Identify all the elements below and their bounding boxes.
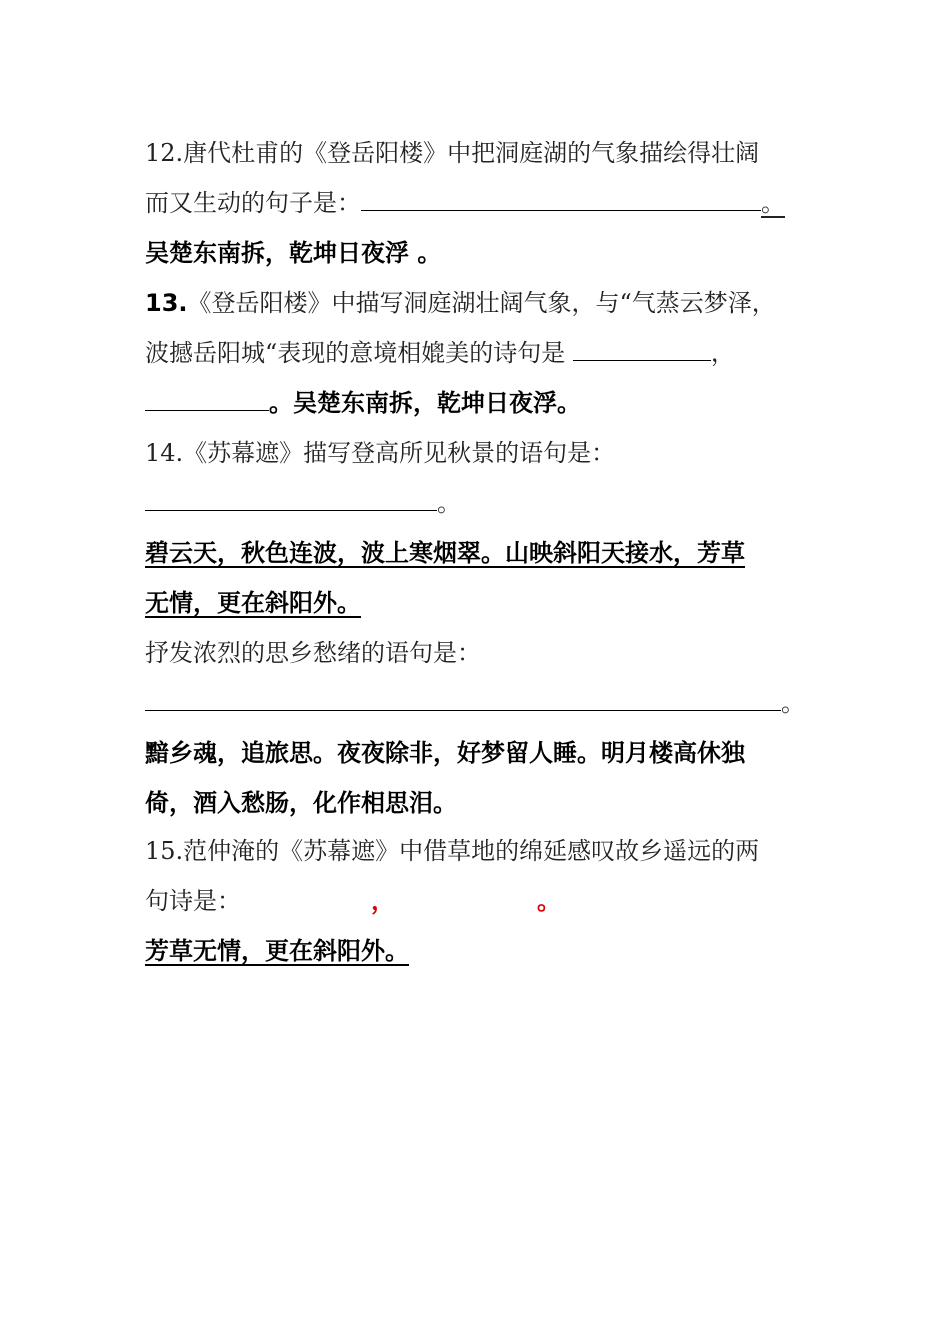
q13-blank-1 bbox=[573, 336, 711, 361]
q15-red-comma: ， bbox=[371, 886, 395, 915]
q12-answer: 吴楚东南拆，乾坤日夜浮 。 bbox=[145, 239, 442, 267]
q13-prompt: 波撼岳阳城“表现的意境相媲美的诗句是 bbox=[145, 339, 573, 367]
q12-line2 bbox=[145, 186, 815, 220]
q12-blank bbox=[361, 186, 761, 211]
q14-blank2-end: 。 bbox=[781, 689, 805, 717]
q14-answer-line4: 倚，酒入愁肠，化作相思泪。 bbox=[145, 789, 457, 817]
q12-line-end: 。 bbox=[761, 189, 785, 217]
q14-answer-line1: 碧云天，秋色连波，波上寒烟翠。山映斜阳天接水，芳草 bbox=[145, 539, 745, 567]
q15-red-period: 。 bbox=[537, 886, 561, 915]
q13-comma: ， bbox=[710, 339, 735, 367]
q14-sub-question: 抒发浓烈的思乡愁绪的语句是： bbox=[145, 639, 481, 667]
q14-answer-line2: 无情，更在斜阳外。 bbox=[145, 589, 361, 617]
q13-answer: 。吴楚东南拆，乾坤日夜浮。 bbox=[269, 389, 581, 417]
q15-line1: 15.范仲淹的《苏幕遮》中借草地的绵延感叹故乡遥远的两 bbox=[145, 837, 760, 865]
q12-prompt: 而又生动的句子是： bbox=[145, 189, 361, 217]
q15-prompt: 句诗是： bbox=[145, 887, 241, 915]
q13-text: 《登岳阳楼》中描写洞庭湖壮阔气象，与“气蒸云梦泽， bbox=[187, 289, 776, 317]
q14-blank-1 bbox=[145, 486, 437, 511]
q15-line2 bbox=[145, 884, 815, 918]
q14-line1: 14.《苏幕遮》描写登高所见秋景的语句是： bbox=[145, 439, 616, 467]
q13-number: 13. bbox=[145, 289, 188, 317]
q14-blank-end: 。 bbox=[437, 489, 461, 517]
q13-line3 bbox=[145, 386, 815, 420]
q13-line1 bbox=[145, 286, 815, 320]
q13-blank-2 bbox=[145, 386, 269, 411]
q13-line2 bbox=[145, 336, 815, 370]
q14-answer-line3: 黯乡魂，追旅思。夜夜除非，好梦留人睡。明月楼高休独 bbox=[145, 739, 745, 767]
q14-blank-2 bbox=[145, 686, 781, 711]
q15-answer: 芳草无情，更在斜阳外。 bbox=[145, 937, 409, 965]
q12-line1: 12.唐代杜甫的《登岳阳楼》中把洞庭湖的气象描绘得壮阔 bbox=[145, 139, 760, 167]
q14-blank-line-2 bbox=[145, 686, 815, 720]
q14-blank-line bbox=[145, 486, 815, 520]
